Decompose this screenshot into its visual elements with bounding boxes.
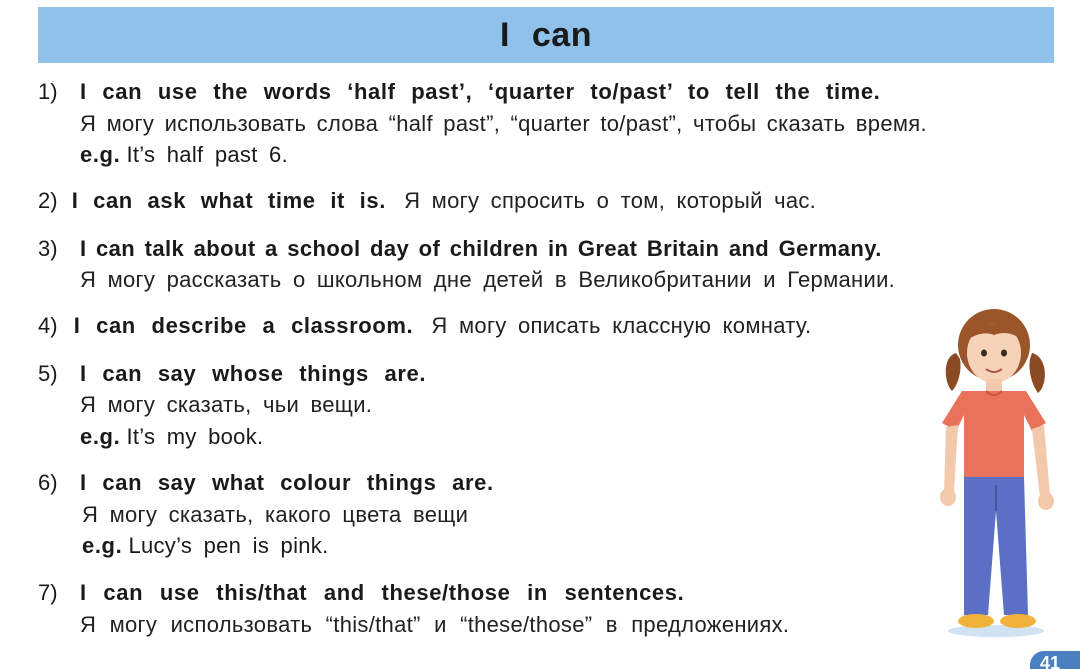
item-row — [38, 188, 816, 214]
example-label: e.g. — [80, 424, 121, 449]
item-number: 5) — [38, 361, 58, 386]
item-translation-ru: Я могу использовать слова “half past”, “quarter to/past”, чтобы сказать время. — [80, 111, 927, 136]
example-label: e.g. — [80, 142, 121, 167]
item-statement-en: I can say whose things are. — [80, 361, 427, 386]
item-row — [38, 313, 811, 339]
page-number: 41 — [1030, 651, 1080, 669]
item-number: 4) — [38, 313, 58, 338]
item-translation-ru: Я могу спросить о том, который час. — [404, 188, 817, 213]
item-statement-en: I can talk about a school day of children in Great Britain and Germany. — [80, 236, 882, 261]
item-translation-ru: Я могу сказать, чьи вещи. — [80, 392, 373, 417]
item-statement-en: I can use the words ‘half past’, ‘quarter to/past’ to tell the time. — [80, 79, 881, 104]
item-example — [80, 424, 263, 450]
item-translation-ru: Я могу сказать, какого цвета вещи — [82, 502, 469, 527]
item-number: 7) — [38, 580, 58, 605]
item-statement-en: I can ask what time it is. — [71, 188, 386, 213]
item-number: 2) — [38, 188, 58, 213]
page-title: I can — [500, 15, 592, 54]
girl-illustration — [928, 305, 1068, 640]
example-text: Lucy’s pen is pink. — [128, 533, 329, 558]
item-number: 3) — [38, 236, 58, 261]
item-statement-en: I can use this/that and these/those in sentences. — [80, 580, 685, 605]
item-translation-ru: Я могу использовать “this/that” и “these/those” в предложениях. — [80, 612, 790, 637]
item-example — [80, 142, 288, 168]
item-translation-ru: Я могу рассказать о школьном дне детей в Великобритании и Германии. — [80, 267, 896, 292]
item-translation-ru: Я могу описать классную комнату. — [431, 313, 812, 338]
example-label: e.g. — [82, 533, 123, 558]
example-text: It’s my book. — [126, 424, 264, 449]
title-bar — [38, 7, 1054, 63]
item-number: 6) — [38, 470, 58, 495]
example-text: It’s half past 6. — [126, 142, 288, 167]
item-number: 1) — [38, 79, 58, 104]
item-example — [82, 533, 329, 559]
item-statement-en: I can say what colour things are. — [80, 470, 494, 495]
item-statement-en: I can describe a classroom. — [73, 313, 414, 338]
